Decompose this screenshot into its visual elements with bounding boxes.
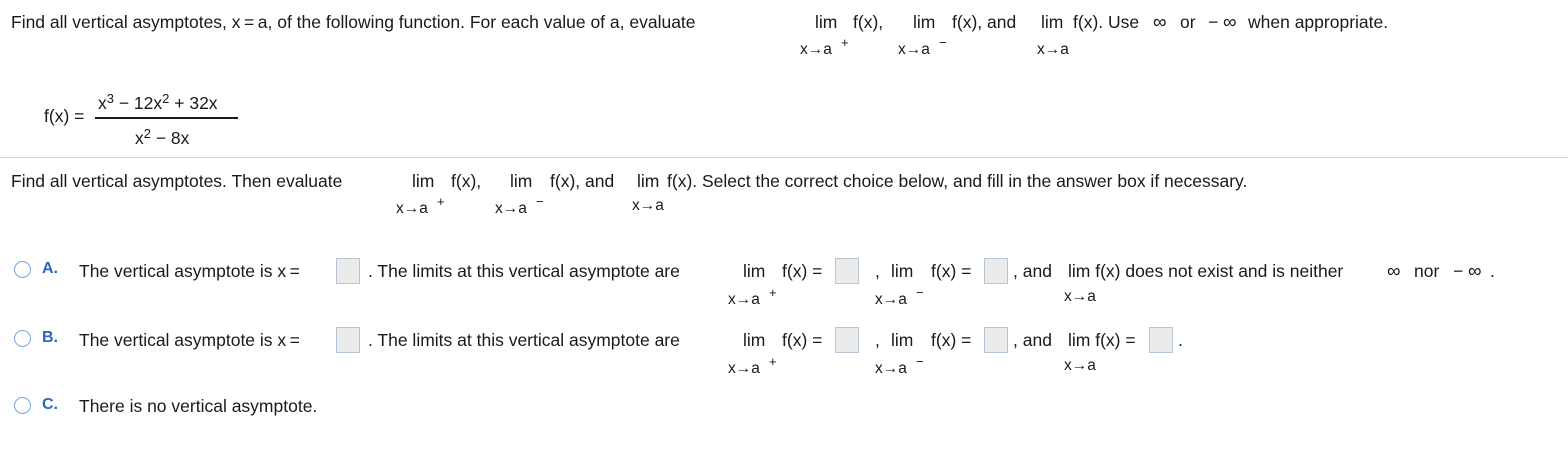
infinity-symbol: ∞ [1468,261,1482,282]
and-text: , and [1013,261,1052,281]
choice-a-letter: A. [42,260,58,277]
choice-a-radio[interactable] [14,261,31,278]
period: . [1490,261,1495,281]
choice-b-text: . The limits at this vertical asymptote are [368,330,680,350]
limit-subscript: x→a [898,41,930,58]
or-text: or [1180,12,1196,32]
limit-expression: f(x), [451,171,482,191]
limit-subscript: x→a [800,41,832,58]
lim-label: lim [1041,12,1064,32]
instruction-text-end: f(x). Select the correct choice below, and fill in the answer box if necessary. [667,171,1248,191]
plus-superscript: + [769,285,777,300]
function-lhs: f(x) = [44,106,85,126]
question-text: Find all vertical asymptotes, x = a, of the following function. For each value of a, evaluate [11,12,696,32]
lim-label: lim [510,171,533,191]
lim-label: lim [891,261,914,281]
choice-c-text: There is no vertical asymptote. [79,396,318,416]
infinity-symbol: ∞ [1153,12,1167,33]
limit-subscript: x→a [396,200,428,217]
limit-expression: f(x) = [782,330,823,350]
limit-subscript: x→a [728,360,760,377]
choice-b-left-limit-input[interactable] [984,327,1008,353]
limit-expression: f(x), and [550,171,615,191]
lim-label: lim [743,261,766,281]
limit-subscript: x→a [728,291,760,308]
choice-a-right-limit-input[interactable] [835,258,859,284]
plus-superscript: + [841,35,849,50]
choice-b-asymptote-input[interactable] [336,327,360,353]
section-divider [0,157,1568,158]
choice-c-letter: C. [42,396,58,413]
choice-a-text: . The limits at this vertical asymptote are [368,261,680,281]
comma: , [875,261,880,281]
minus-superscript: − [916,285,924,300]
lim-label: lim [637,171,660,191]
choice-b-right-limit-input[interactable] [835,327,859,353]
lim-label: lim [891,330,914,350]
choice-a-text: The vertical asymptote is x = [79,261,300,281]
lim-label: lim [412,171,435,191]
limit-subscript: x→a [1064,288,1096,305]
choice-b-limit-text: lim f(x) = [1068,330,1136,350]
comma: , [875,330,880,350]
plus-superscript: + [437,194,445,209]
minus-superscript: − [916,354,924,369]
choice-b-two-sided-limit-input[interactable] [1149,327,1173,353]
limit-subscript: x→a [875,360,907,377]
plus-superscript: + [769,354,777,369]
infinity-symbol: ∞ [1387,261,1401,282]
limit-subscript: x→a [875,291,907,308]
limit-subscript: x→a [1037,41,1069,58]
instruction-text: Find all vertical asymptotes. Then evaluate [11,171,343,191]
numerator: $x^3 - 12x^2 + 32x$ [98,91,218,113]
minus-sign: − [1208,12,1219,32]
limit-subscript: x→a [1064,357,1096,374]
limit-expression: f(x), and [952,12,1017,32]
lim-label: lim [743,330,766,350]
infinity-symbol: ∞ [1223,12,1237,33]
limit-expression: f(x). Use [1073,12,1140,32]
fraction-bar [95,117,238,119]
lim-label: lim [913,12,936,32]
choice-a-left-limit-input[interactable] [984,258,1008,284]
limit-expression: f(x) = [931,330,972,350]
and-text: , and [1013,330,1052,350]
choice-b-text: The vertical asymptote is x = [79,330,300,350]
lim-label: lim [815,12,838,32]
minus-superscript: − [536,194,544,209]
choice-b-radio[interactable] [14,330,31,347]
choice-b-letter: B. [42,329,58,346]
period: . [1178,330,1183,350]
choice-c-radio[interactable] [14,397,31,414]
denominator: $x^2 - 8x$ [135,126,190,148]
nor-text: nor [1414,261,1440,281]
limit-expression: f(x) = [782,261,823,281]
minus-superscript: − [939,35,947,50]
choice-a-dne-text: lim f(x) does not exist and is neither [1068,261,1344,281]
minus-sign: − [1453,261,1464,281]
limit-subscript: x→a [495,200,527,217]
limit-subscript: x→a [632,197,664,214]
limit-expression: f(x), [853,12,884,32]
limit-expression: f(x) = [931,261,972,281]
question-text-end: when appropriate. [1248,12,1389,32]
choice-a-asymptote-input[interactable] [336,258,360,284]
